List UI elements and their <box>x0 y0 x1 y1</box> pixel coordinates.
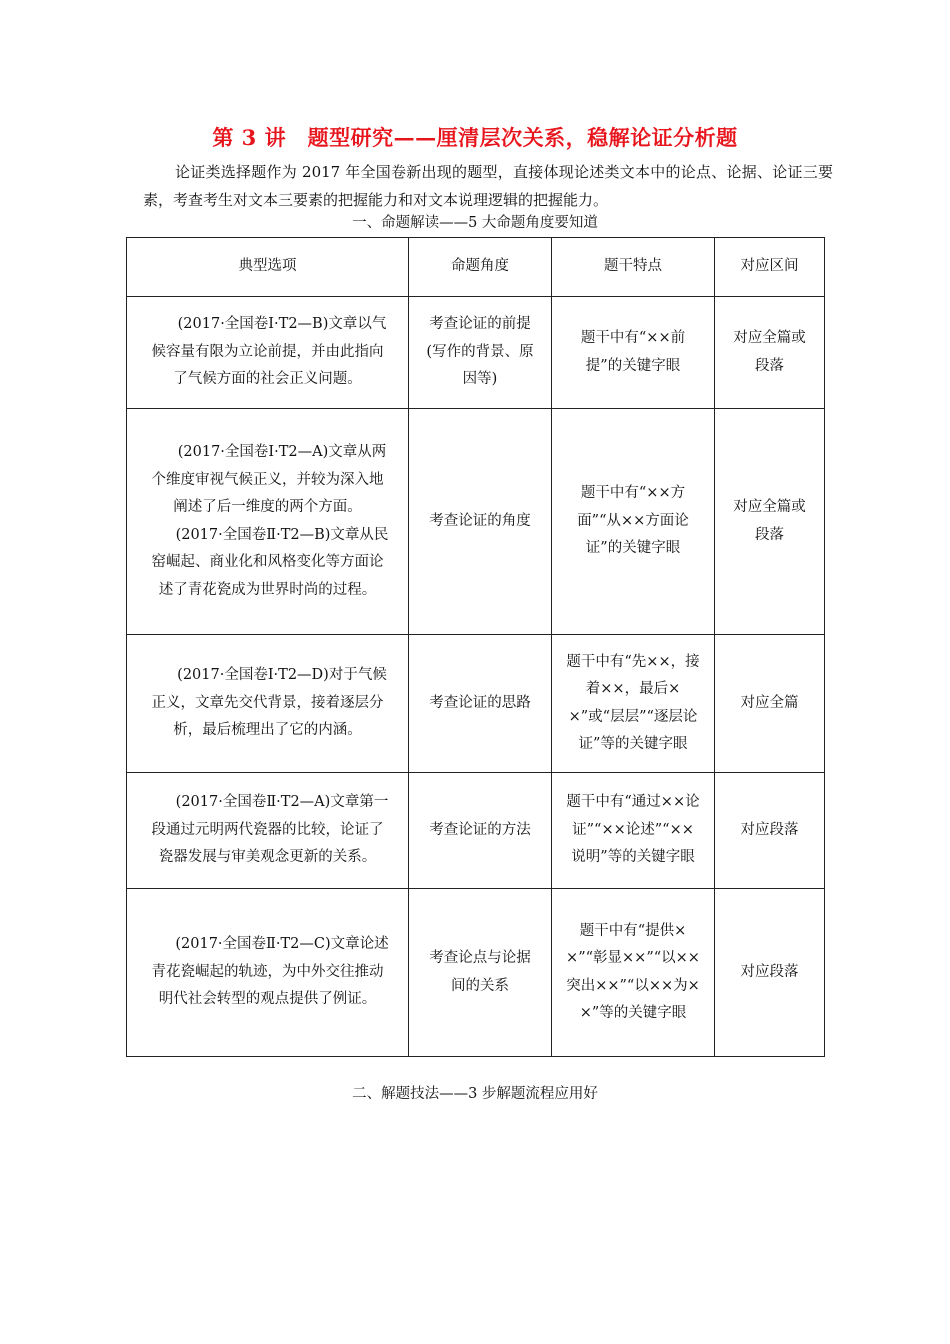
page-title: 第 3 讲 题型研究——厘清层次关系，稳解论证分析题 <box>212 125 738 150</box>
table-row <box>127 635 825 773</box>
range-cell: 对应全篇或段落 <box>715 297 825 409</box>
table-row <box>127 773 825 889</box>
intro-paragraph: 论证类选择题作为 2017 年全国卷新出现的题型，直接体现论述类文本中的论点、论据、论证三要素，考查考生对文本三要素的把握能力和对文本说理逻辑的把握能力。 <box>143 163 833 209</box>
range-cell: 对应段落 <box>715 889 825 1057</box>
header-range: 对应区间 <box>715 238 825 297</box>
example-text: (2017·全国卷Ⅰ·T2—A)文章从两个维度审视气候正义，并较为深入地阐述了后一维度的两个方面。 <box>151 444 387 515</box>
proposition-table <box>126 237 825 1057</box>
table-row <box>127 297 825 409</box>
table-row <box>127 889 825 1057</box>
example-cell <box>127 297 409 409</box>
feature-cell: 题干中有“××方面”“从××方面论证”的关键字眼 <box>552 409 715 635</box>
example-cell <box>127 409 409 635</box>
example-cell <box>127 889 409 1057</box>
example-text: (2017·全国卷Ⅱ·T2—B)文章从民窑崛起、商业化和风格变化等方面论述了青花瓷成为世界时尚的过程。 <box>151 526 389 598</box>
example-text: (2017·全国卷Ⅰ·T2—D)对于气候正义，文章先交代背景，接着逐层分析，最后梳理出了它的内涵。 <box>151 667 387 739</box>
example-cell <box>127 635 409 773</box>
angle-cell: 考查论点与论据间的关系 <box>409 889 552 1057</box>
example-text: (2017·全国卷Ⅱ·T2—A)文章第一段通过元明两代瓷器的比较，论证了瓷器发展与审美观念更新的关系。 <box>151 794 389 866</box>
header-feature: 题干特点 <box>552 238 715 297</box>
table-row <box>127 409 825 635</box>
feature-cell: 题干中有“通过××论证”“××论述”“××说明”等的关键字眼 <box>552 773 715 889</box>
feature-cell: 题干中有“提供××”“彰显××”“以××突出××”“以××为××”等的关键字眼 <box>552 889 715 1057</box>
angle-cell: 考查论证的角度 <box>409 409 552 635</box>
range-cell: 对应段落 <box>715 773 825 889</box>
angle-cell: 考查论证的方法 <box>409 773 552 889</box>
header-typical-options: 典型选项 <box>127 238 409 297</box>
example-text: (2017·全国卷Ⅰ·T2—B)文章以气候容量有限为立论前提，并由此指向了气候方面的社会正义问题。 <box>151 316 387 388</box>
section-heading-1: 一、命题解读——5 大命题角度要知道 <box>352 215 598 231</box>
feature-cell: 题干中有“先××，接着××，最后××”或“层层”“逐层论证”等的关键字眼 <box>552 635 715 773</box>
range-cell: 对应全篇或段落 <box>715 409 825 635</box>
example-cell <box>127 773 409 889</box>
header-angle: 命题角度 <box>409 238 552 297</box>
section-heading-2: 二、解题技法——3 步解题流程应用好 <box>352 1086 598 1102</box>
angle-cell: 考查论证的思路 <box>409 635 552 773</box>
feature-cell: 题干中有“××前提”的关键字眼 <box>552 297 715 409</box>
range-cell: 对应全篇 <box>715 635 825 773</box>
example-text: (2017·全国卷Ⅱ·T2—C)文章论述青花瓷崛起的轨迹，为中外交往推动明代社会转型的观点提供了例证。 <box>151 936 389 1008</box>
angle-cell: 考查论证的前提(写作的背景、原因等) <box>409 297 552 409</box>
table-header-row <box>127 238 825 297</box>
